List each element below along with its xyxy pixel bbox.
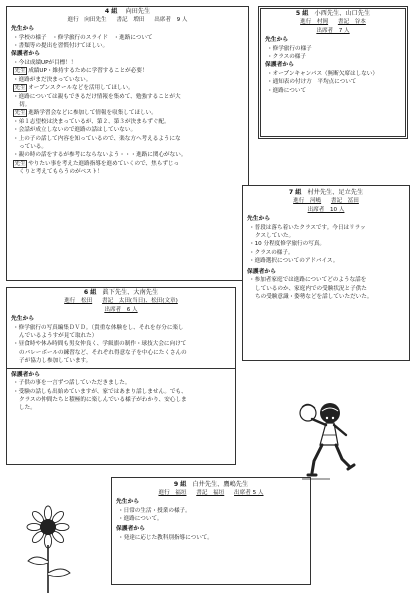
teacher-tag: 先生 [14,68,26,75]
class6-guardian-item [7,388,235,396]
class4-teacher-text: ・書類等の提出を習慣付けてほしい。 [13,43,109,49]
class4-guardian-text: 切。 [19,102,31,109]
class6-attend: 出席者 6 人 [104,307,138,313]
class6-clerk: 書記 太田(当日)、松田(文章) [101,298,178,304]
class4-teacher-item [7,34,248,42]
sunflower-illustration [18,505,78,593]
class9-teacher-item [112,507,310,515]
class6-title [7,288,235,297]
class6-teacher-heading: 先生から [11,316,35,322]
class7-teacher-text: クスしていた。 [255,233,295,239]
class6-guardian-text: した。 [19,405,36,412]
class6-teacher-text: ・昼食時や休み時間も男女仲良く、学級旗の制作・球技大会に向けて [13,341,187,348]
class4-guardian-text: ・上の子の話して内容を知っているので、楽な方へ考えるようにな [13,135,181,142]
class9-teacher-text: ・進路について。 [118,516,163,522]
class4-guardian-item [7,126,248,134]
class7-chair: 進行 河嶋 [293,198,322,204]
class7-teacher-item [243,249,409,257]
class5-title-name: 小西先生、山口先生 [314,10,371,17]
class6-guardian-text: クラスの仲間たちと積極的に楽しんでいる様子がわかり、安心しま [19,397,187,404]
class9-teacher-text: ・日常の生活・授業の様子。 [118,507,191,514]
class9-attend: 出席者 5 人 [234,490,264,496]
class4-attend: 出席者 9 人 [154,17,188,23]
class4-guardian-item [7,101,248,109]
class7-report [242,185,410,361]
class6-chair: 進行 松田 [64,298,93,304]
class5-title [261,9,405,18]
class7-teacher-item [243,224,409,232]
class7-teacher-heading: 先生から [247,216,271,222]
class5-meta1 [261,18,405,27]
class4-guardian-item [7,84,248,92]
class5-guardian-text: ・オープンキャンパス（無断欠席はしない） [267,71,378,77]
class6-title-num: 6 組 [83,289,97,296]
class4-chair: 進行 向田先生 [67,17,107,23]
class9-teacher-heading: 先生から [116,499,140,505]
class5-attend: 出席者 7 人 [316,28,350,34]
class7-guardian-item [243,293,409,301]
class4-guardian-item [7,118,248,126]
class7-guardian-text: しているのか、家庭内での受験状況と子供た [255,285,367,292]
class9-guardian-item [112,534,310,542]
class9-title-name: 白井先生、鷹嶋先生 [192,481,249,488]
class7-teacher-text: ・クラスの様子。 [249,249,294,256]
class7-meta2 [243,206,409,215]
class4-report [6,6,249,281]
class6-meta1 [7,297,235,306]
class7-teacher-text: ・普段は落ち着いたクラスです。今日はリラッ [249,224,366,231]
class5-guardian-text: ・通知表の付け方 平均点について [267,79,357,86]
teacher-tag: 先生 [14,85,26,92]
class5-teacher-text: ・修学旅行の様子 [267,45,312,52]
class7-title-num: 7 組 [288,189,302,196]
class5-meta2 [261,27,405,36]
class5-teacher-heading: 先生から [265,37,289,43]
class9-title-num: 9 組 [173,481,187,488]
class4-title-name: 向田先生 [125,8,151,15]
class4-guardian-text: ・進路については親もできるだけ情報を集めて、勉強することが大 [13,93,181,100]
volleyball-player-illustration [290,395,362,485]
class4-guardian-item [7,160,248,168]
class9-title [112,480,310,489]
class4-guardian-text: くりと考えてもらうのがベスト！ [19,169,103,176]
class6-guardian-item [7,396,235,404]
class7-guardian-text: ・参加者家庭では進路についてどのような話を [249,277,367,284]
class4-guardian-item [7,135,248,143]
class4-guardian-text: 進路学習会などに参加して情報を収集してほしい。 [28,110,157,117]
class6-meta2 [7,306,235,315]
class4-guardian-text: ・親の時の話をするが参考にならないよう・・・進路に関心がない。 [13,152,187,159]
class9-guardian-text: ・発達に応じた教科別指導について。 [118,535,213,541]
class4-guardian-text: ・進路がまだ決まっていない。 [13,76,92,83]
class7-teacher-item [243,232,409,240]
class5-teacher-text: ・クラスの様子 [267,54,306,60]
class4-guardian-text: ・今は成績UPが目標！！ [13,60,77,66]
class5-clerk: 書記 谷本 [337,19,366,25]
class9-meta [112,489,310,498]
class6-teacher-item [7,332,235,340]
teacher-tag: 先生 [14,110,26,117]
class4-guardian-item [7,151,248,159]
class4-title-num: 4 組 [104,8,118,15]
class5-teacher-item [261,45,405,53]
class4-guardian-item [7,109,248,117]
class4-guardian-item [7,143,248,151]
class6-divider [7,368,235,369]
class4-guardian-item [7,67,248,75]
class7-clerk: 書記 冨田 [330,198,359,204]
class4-guardian-text: っている。 [19,144,47,151]
class7-guardian-item [243,285,409,293]
class4-teacher-text: ・学校の様子 ・修学旅行のスライド ・進路について [13,34,153,41]
class9-guardian-heading: 保護者から [116,526,145,533]
class5-report [258,6,408,139]
class7-teacher-text: ・10 分程度修学旅行の写真。 [249,241,326,248]
class4-guardian-item [7,93,248,101]
class6-teacher-text: 子が協力し参加しています。 [19,358,92,365]
class6-teacher-text: ・修学旅行の写真編集ＤＶＤ。（貴重な体験をし、それを存分に楽し [13,324,184,331]
class4-meta [7,16,248,25]
class6-guardian-item [7,404,235,412]
class6-guardian-item [7,379,235,387]
class9-report [111,477,311,585]
class7-title-name: 村井先生、足立先生 [307,189,364,196]
class5-guardian-text: ・進路について [267,87,307,94]
class7-guardian-heading: 保護者から [247,268,276,275]
class6-guardian-heading: 保護者から [11,371,40,378]
class9-clerk: 書記 福垣 [196,490,225,496]
class6-teacher-item [7,357,235,365]
class6-teacher-text: んでいるようすが見て取れた） [19,333,98,339]
class4-guardian-item [7,168,248,176]
class6-teacher-item [7,324,235,332]
class4-guardian-text: ・弟１志望校は決まっているが、第２、第３が決まらずぐ配。 [13,118,170,125]
class4-guardian-text: やりたい事を考えた進路指導を進めていくので、焦らずじっ [28,160,180,167]
class5-title-num: 5 組 [295,10,309,17]
class4-teacher-heading: 先生から [11,26,35,32]
teacher-tag: 先生 [14,160,26,167]
class6-guardian-text: ・子供の事を一言ずつ話していただきました。 [13,380,131,387]
class9-chair: 進行 福垣 [158,490,187,496]
class7-guardian-item [243,276,409,284]
class4-teacher-item [7,42,248,50]
class5-guardian-item [261,78,405,86]
class4-guardian-text: ・会話が成立しないので進路の話はしていない。 [13,127,137,134]
class7-teacher-text: ・進路選択についてのアドバイス。 [249,258,339,265]
class5-guardian-item [261,70,405,78]
class6-guardian-text: ・受験の話しも出始めていますが、家ではあまり話しません。でも、 [13,388,187,395]
class4-title [7,7,248,16]
class7-meta1 [243,197,409,206]
class7-guardian-text: ちの受験意識・姿勢などを話していただいた。 [255,294,373,301]
class4-guardian-heading: 保護者から [11,51,40,58]
class6-title-name: 眞下先生、大南先生 [102,289,159,296]
class6-report [6,287,236,465]
class5-chair: 進行 村岡 [300,19,329,25]
class4-guardian-item [7,76,248,84]
class5-guardian-heading: 保護者から [265,62,294,69]
class7-title [243,188,409,197]
class4-guardian-item [7,59,248,67]
class7-teacher-item [243,257,409,265]
class7-teacher-item [243,240,409,248]
class4-guardian-text: 成績UP・維持するために学習することが必要！ [28,68,148,75]
class5-guardian-item [261,87,405,95]
class5-teacher-item [261,53,405,61]
class9-teacher-item [112,515,310,523]
class4-clerk: 書記 増田 [116,17,145,23]
class6-teacher-item [7,340,235,348]
class7-attend: 出席者 10 人 [307,207,345,213]
class4-guardian-text: オープンスクールなどを活用してほしい。 [28,85,134,92]
class6-teacher-text: のバレーボールの練習など、それぞれ得意な子を中心にたくさんの [19,349,187,356]
class6-teacher-item [7,349,235,357]
